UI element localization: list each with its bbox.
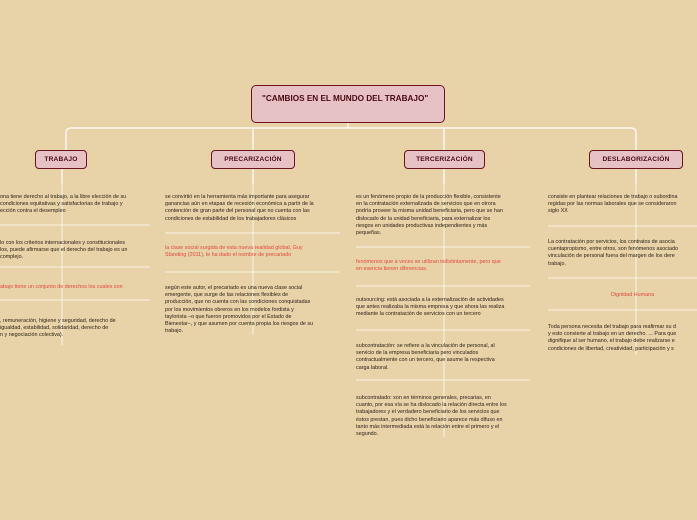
precarizacion-note-3[interactable]: según este autor, el precariado es una nueva clase social emergente, que surge de las relaciones flexibles de producción, que no cuenta con las condiciones conquistadas por los movimientos obreros en los modelos fordista y taylorista –o que fueron promovidos por el Estado de Bienestar–, y que asumen por cuenta propia los riesgos de su trabajo. xyxy=(165,285,314,335)
deslaborizacion-note-4[interactable]: Toda persona necesita del trabajo para reafirmar su d y esto convierte al trabajo en un derecho. ... Para que dignifique al ser humano, el trabajo debe realizarse e condiciones de libertad, creatividad, participación y s xyxy=(548,324,677,352)
deslaborizacion-note-1[interactable]: consiste en plantear relaciones de trabajo o subordina regidas por las normas laborales que se consideraron siglo XX xyxy=(548,194,678,215)
precarizacion-note-1[interactable]: se convirtió en la herramienta más importante para asegurar ganancias aún en etapas de recesión económica a partir de la contención de gran parte del personal que no cuenta con las condiciones de estabilidad de los trabajadores clásicos xyxy=(165,194,314,222)
branch-tercerizacion[interactable] xyxy=(404,150,485,169)
branch-deslaborizacion[interactable] xyxy=(589,150,683,169)
branch-trabajo[interactable] xyxy=(35,150,87,169)
trabajo-note-1[interactable]: ona tiene derecho al trabajo, a la libre elección de su condiciones equitativas y satisfactorias de trabajo y ección contra el desempleo xyxy=(0,194,127,215)
branch-precarizacion[interactable] xyxy=(211,150,295,169)
trabajo-note-3[interactable]: abajo tiene un conjunto de derechos los cuales son xyxy=(0,284,123,290)
trabajo-note-4[interactable]: , remuneración, higiene y seguridad, derecho de igualdad, estabilidad, solidaridad, derecho de n y negociación colectiva). xyxy=(0,318,116,339)
branch-deslaborizacion-label: DESLABORIZACIÓN xyxy=(602,156,670,163)
branch-tercerizacion-label: TERCERIZACIÓN xyxy=(416,156,473,163)
tercerizacion-note-2[interactable]: fenómenos que a veces se utilizan indistintamente, pero que en esencia tienen diferencias. xyxy=(356,259,501,273)
tercerizacion-note-4[interactable]: subcontratación: se refiere a la vinculación de personal, al servicio de la empresa beneficiaria pero vinculados contractualmente con un tercero, que asume la respectiva carga laboral. xyxy=(356,343,495,371)
deslaborizacion-note-2[interactable]: La contratación por servicios, los contratos de asocia cuentapropismo, entre otros, son fenómenos asociado vinculación de personal fuera del margen de los dere trabajo. xyxy=(548,239,679,267)
root-topic[interactable] xyxy=(251,85,445,123)
deslaborizacion-note-3[interactable]: Dignidad Humana xyxy=(611,292,655,298)
tercerizacion-note-5[interactable]: subcontratado: son en términos generales, precarias, en cuanto, por esa vía se ha dislocado la relación directa entre los trabajadores y el verdadero beneficiario de los servicios que éstos prestan, pues dicho beneficiario aparece más difuso en tanto más intermediada está la relación entre el primero y el segundo. xyxy=(356,395,507,438)
precarizacion-note-2[interactable]: la clase social surgida de esta nueva realidad global, Guy Standing (2011), le ha dado el nombre de precariado xyxy=(165,245,303,259)
trabajo-note-2[interactable]: lo con los criterios internacionales y constitucionales los, puede afirmarse que el derecho del trabajo es un complejo. xyxy=(0,240,128,261)
tercerizacion-note-1[interactable]: es un fenómeno propio de la producción flexible, consistente en la contratación externalizada de servicios que en otrora podría proveer la misma unidad beneficiaria, pero que se han dislocado de la unidad beneficiaria, para externalizar los riesgos en unidades productivas independientes y más pequeñas. xyxy=(356,194,503,237)
root-title: "CAMBIOS EN EL MUNDO DEL TRABAJO" xyxy=(262,94,429,103)
branch-precarizacion-label: PRECARIZACIÓN xyxy=(224,156,282,163)
branch-trabajo-label: TRABAJO xyxy=(44,156,78,163)
tercerizacion-note-3[interactable]: outsourcing: está asociada a la externalización de actividades que antes realizaba la misma empresa y que ahora las realiza mediante la contratación de servicios con un tercero xyxy=(356,297,505,318)
